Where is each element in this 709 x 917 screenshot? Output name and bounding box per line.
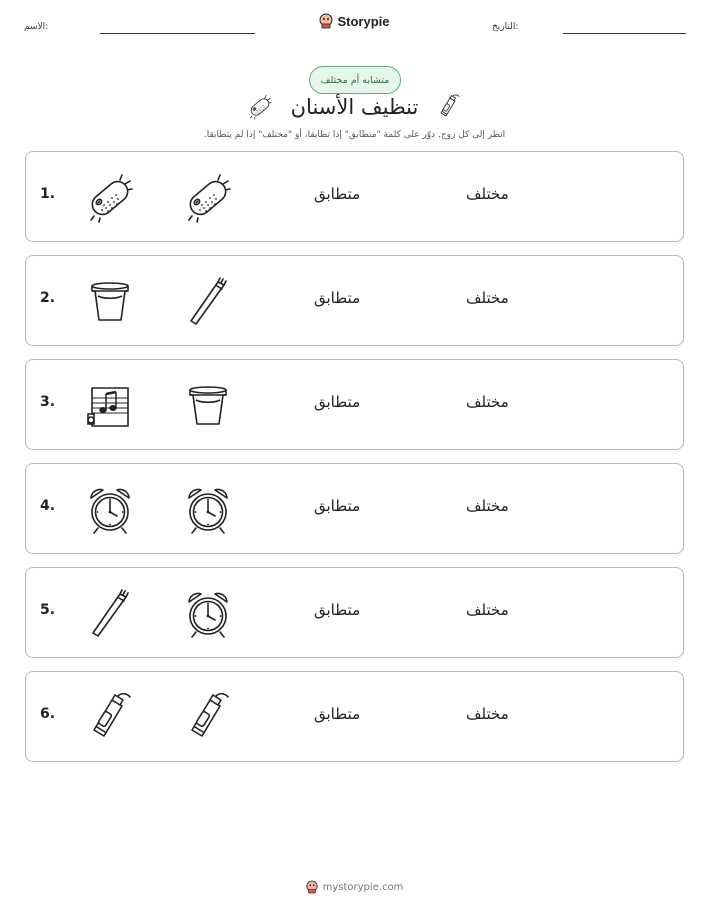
toothpaste-icon (436, 94, 462, 120)
page-title: تنظيف الأسنان (290, 95, 419, 119)
cup-icon (182, 380, 234, 432)
different-option[interactable]: مختلف (466, 497, 509, 515)
alarm-clock-icon (182, 588, 234, 640)
same-option[interactable]: متطابق (314, 705, 361, 723)
different-option[interactable]: مختلف (466, 289, 509, 307)
pair-row (25, 463, 684, 554)
bacteria-icon (247, 94, 273, 120)
row-number: 1. (40, 186, 56, 202)
name-label: الاسم: (24, 22, 49, 32)
same-option[interactable]: متطابق (314, 497, 361, 515)
footer-url: mystorypie.com (322, 881, 404, 893)
name-field[interactable] (100, 33, 255, 34)
brand-logo (0, 13, 709, 29)
bacteria-icon (84, 172, 136, 224)
toothbrush-icon (84, 588, 136, 640)
row-number: 4. (40, 498, 56, 514)
toothbrush-icon (182, 276, 234, 328)
pair-row (25, 359, 684, 450)
instructions: انظر إلى كل زوج. دوّر على كلمة "متطابق" إذا تطابقا، أو "مختلف" إذا لم يتطابقا. (203, 130, 506, 140)
brand-name: Storypie (337, 13, 390, 29)
different-option[interactable]: مختلف (466, 185, 509, 203)
same-option[interactable]: متطابق (314, 185, 361, 203)
cup-icon (84, 276, 136, 328)
row-number: 5. (40, 602, 56, 618)
toothpaste-icon (84, 692, 136, 744)
same-option[interactable]: متطابق (314, 393, 361, 411)
different-option[interactable]: مختلف (466, 601, 509, 619)
pair-row (25, 255, 684, 346)
mascot-icon (306, 880, 318, 894)
mascot-icon (319, 13, 333, 29)
footer (0, 880, 709, 894)
worksheet-badge: متشابه أم مختلف (309, 66, 401, 94)
pair-row (25, 567, 684, 658)
music-sheet-icon (84, 380, 136, 432)
same-option[interactable]: متطابق (314, 289, 361, 307)
row-number: 2. (40, 290, 56, 306)
date-label: التاريخ: (492, 22, 519, 32)
row-number: 3. (40, 394, 56, 410)
date-field[interactable] (563, 33, 686, 34)
different-option[interactable]: مختلف (466, 705, 509, 723)
toothpaste-icon (182, 692, 234, 744)
alarm-clock-icon (84, 484, 136, 536)
same-option[interactable]: متطابق (314, 601, 361, 619)
pair-row (25, 671, 684, 762)
different-option[interactable]: مختلف (466, 393, 509, 411)
row-number: 6. (40, 706, 56, 722)
pair-row (25, 151, 684, 242)
bacteria-icon (182, 172, 234, 224)
alarm-clock-icon (182, 484, 234, 536)
